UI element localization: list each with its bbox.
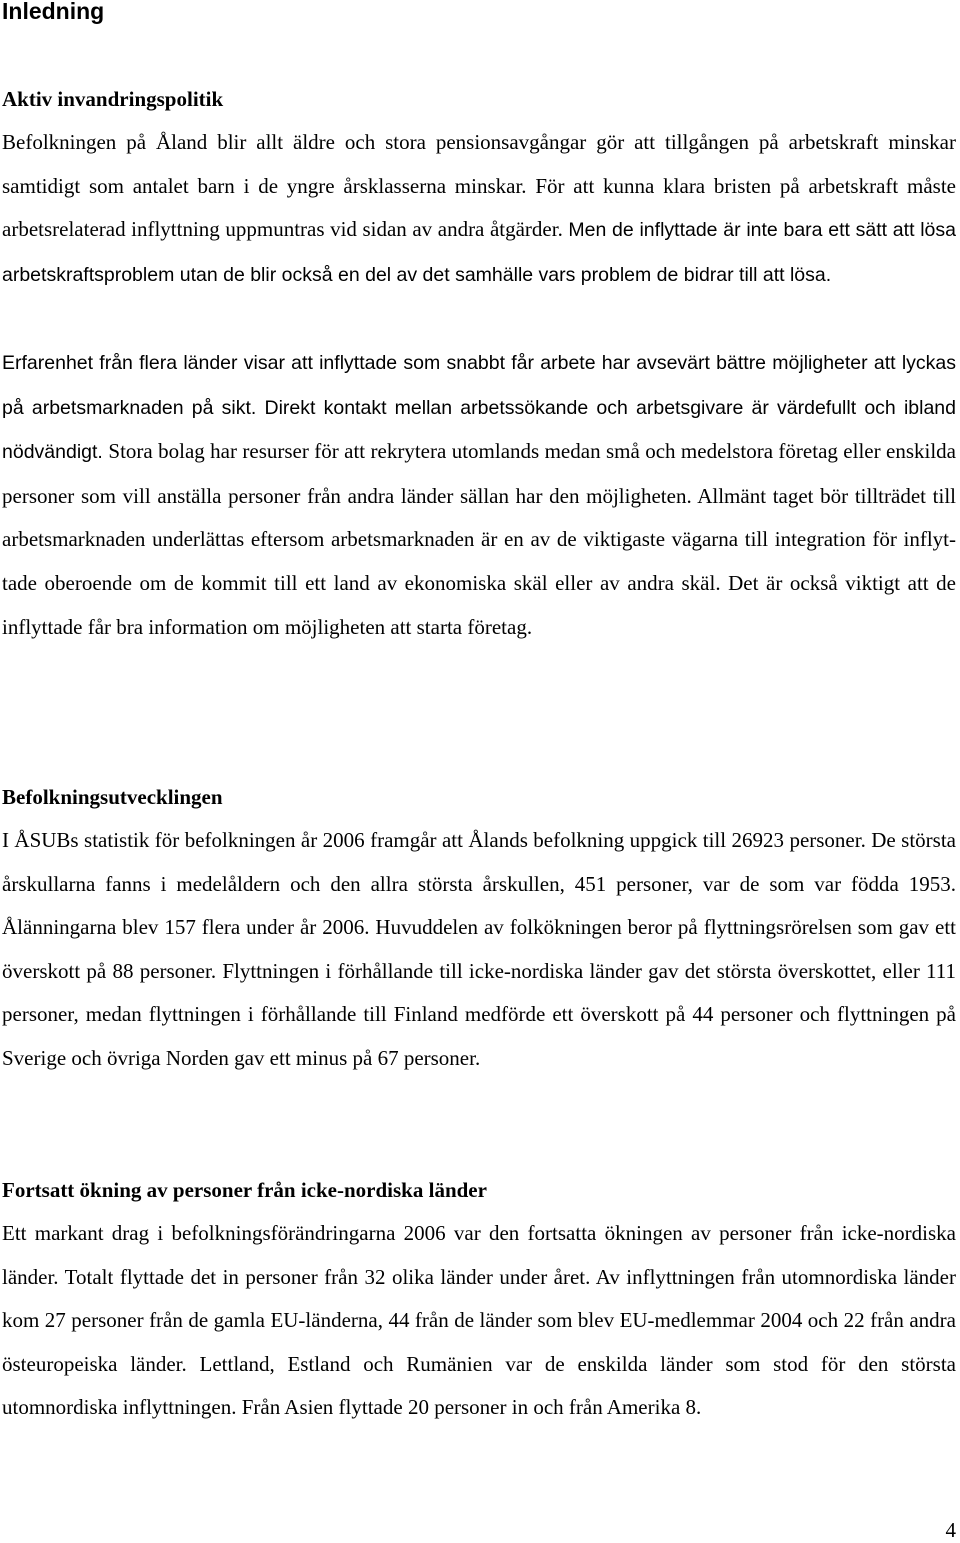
paragraph-text: Ett markant drag i befolkningsförändringarna 2006 var den fortsatta ökningen av personer från icke-nordiska länder. Totalt flyttade det in personer från 32 olika länder under året. Av inflyttningen från utomnordiska länder kom 27 personer från de gamla EU-länderna, 44 från de länder som blev EU-medlemmar 2004 och 22 från andra östeuropeiska länder. Lettland, Estland och Rumänien var de enskilda länder som stod för den största utomnordiska inflyttningen. Från Asien flyttade 20 personer in och från Amerika 8. <box>2 1221 956 1420</box>
paragraph-spacer <box>2 297 956 341</box>
body-paragraph <box>2 1212 956 1430</box>
paragraph-text: Stora bolag har resurser för att rekrytera utomlands medan små och medelstora företag eller enskilda personer som vill anställa personer från andra länder sällan har den möjligheten. Allmänt taget bör tillträdet till arbetsmarknaden underlättas eftersom arbetsmarknaden är en av de viktigaste vägarna till integration för inflyttade oberoende om de kommit till ett land av ekonomiska skäl eller av andra skäl. Det är också viktigt att de inflyttade får bra information om möjligheten att starta företag. <box>2 439 956 639</box>
section-aktiv-invandringspolitik <box>2 77 956 649</box>
paragraph-text: Erfarenhet från flera länder visar att inflyttade som snabbt får arbete har avsevärt bättre möjligheter att lyckas på arbetsmarknaden på sikt. Direkt kontakt mellan arbetssökande och arbetsgivare är värdefullt och ibland nödvändigt. <box>2 351 956 464</box>
paragraph-text: Befolkningen på Åland blir allt äldre och stora pensionsavgångar gör att tillgången på arbetskraft minskar samtidigt som antalet barn i de yngre årsklasserna minskar. För att kunna klara bristen på arbetskraft måste arbetsrelaterad inflyttning uppmuntras vid sidan av andra åtgärder. <box>2 130 956 242</box>
body-paragraph <box>2 341 956 649</box>
body-paragraph <box>2 819 956 1081</box>
section-heading: Befolkningsutvecklingen <box>2 785 223 809</box>
paragraph-text: I ÅSUBs statistik för befolkningen år 2006 framgår att Ålands befolkning uppgick till 26923 personer. De största årskullarna fanns i medelåldern och den allra största årskullen, 451 personer, var de som var födda 1953. Ålänningarna blev 157 flera under år 2006. Huvuddelen av folkökningen beror på flyttningsrörelsen som gav ett överskott på 88 personer. Flyttningen i förhållande till icke-nordiska länder gav det största överskottet, eller 111 personer, medan flyttningen i förhållande till Finland medförde ett överskott på 44 personer och flyttningen på Sverige och övriga Norden gav ett minus på 67 personer. <box>2 828 956 1070</box>
section-fortsatt-okning <box>2 1168 956 1430</box>
page-number: 4 <box>945 1518 956 1542</box>
paragraph-text: Men de inflyttade är inte bara ett sätt att lösa arbetskraftsproblem utan de blir också en del av det samhälle vars problem de bidrar till att lösa. <box>2 219 956 286</box>
body-paragraph <box>2 121 956 297</box>
section-befolkningsutvecklingen <box>2 775 956 1081</box>
section-heading: Aktiv invandringspolitik <box>2 87 224 111</box>
chapter-title: Inledning <box>2 0 105 24</box>
section-heading: Fortsatt ökning av personer från icke-nordiska länder <box>2 1178 487 1202</box>
